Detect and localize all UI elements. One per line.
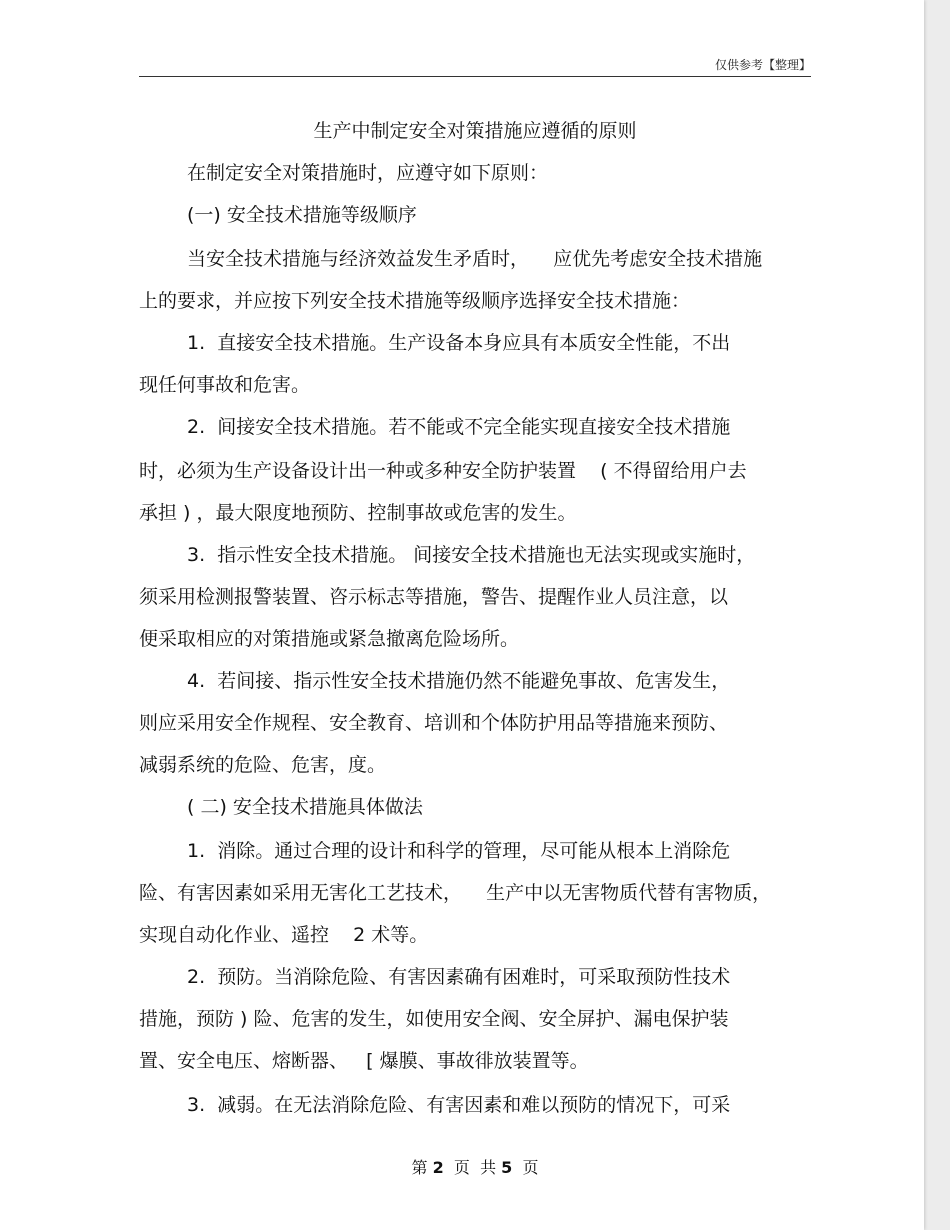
section-heading: (一) 安全技术措施等级顺序 [187, 204, 417, 226]
section-heading: ( 二) 安全技术措施具体做法 [187, 796, 423, 818]
page-header: 仅供参考【整理】 [714, 58, 811, 72]
paragraph-line: 则应采用安全作规程、安全教育、培训和个体防护用品等措施来预防、 [139, 712, 729, 734]
paragraph-line: 措施，预防 ) 险、危害的发生，如使用安全阀、安全屏护、漏电保护装 [139, 1008, 729, 1030]
list-item: 3. 减弱。在无法消除危险、有害因素和难以预防的情况下，可采 [187, 1094, 731, 1116]
list-item: 4. 若间接、指示性安全技术措施仍然不能避免事故、危害发生， [187, 670, 731, 692]
paragraph-line: 时，必须为生产设备设计出一种或多种安全防护装置 ( 不得留给用户去 [139, 460, 747, 482]
header-divider [139, 76, 811, 77]
list-item: 1. 直接安全技术措施。生产设备本身应具有本质安全性能，不出 [187, 332, 731, 354]
paragraph-line: 在制定安全对策措施时，应遵守如下原则： [187, 162, 549, 184]
paragraph-line: 险、有害因素如采用无害化工艺技术， 生产中以无害物质代替有害物质， [139, 882, 772, 904]
current-page-number: 2 [432, 1158, 444, 1177]
list-item: 2. 间接安全技术措施。若不能或不完全能实现直接安全技术措施 [187, 416, 731, 438]
document-title: 生产中制定安全对策措施应遵循的原则 [313, 120, 637, 142]
list-item: 2. 预防。当消除危险、有害因素确有困难时，可采取预防性技术 [187, 966, 731, 988]
total-page-number: 5 [501, 1158, 513, 1177]
paragraph-line: 现任何事故和危害。 [139, 374, 311, 396]
page-footer: 第 2 页 共 5 页 [411, 1158, 539, 1177]
list-item: 3. 指示性安全技术措施。 间接安全技术措施也无法实现或实施时， [187, 544, 756, 566]
paragraph-line: 便采取相应的对策措施或紧急撤离危险场所。 [139, 628, 520, 650]
list-item: 1. 消除。通过合理的设计和科学的管理，尽可能从根本上消除危 [187, 840, 731, 862]
paragraph-line: 减弱系统的危险、危害，度。 [139, 754, 387, 776]
paragraph-line: 当安全技术措施与经济效益发生矛盾时， 应优先考虑安全技术措施 [187, 248, 763, 270]
paragraph-line: 须采用检测报警装置、咨示标志等措施，警告、提醒作业人员注意，以 [139, 586, 729, 608]
paragraph-line: 承担 ) ，最大限度地预防、控制事故或危害的发生。 [139, 502, 577, 524]
paragraph-line: 实现自动化作业、遥控 2 术等。 [139, 924, 429, 946]
paragraph-line: 置、安全电压、熔断器、 [ 爆膜、事故徘放装置等。 [139, 1050, 589, 1072]
paragraph-line: 上的要求，并应按下列安全技术措施等级顺序选择安全技术措施： [139, 290, 691, 312]
